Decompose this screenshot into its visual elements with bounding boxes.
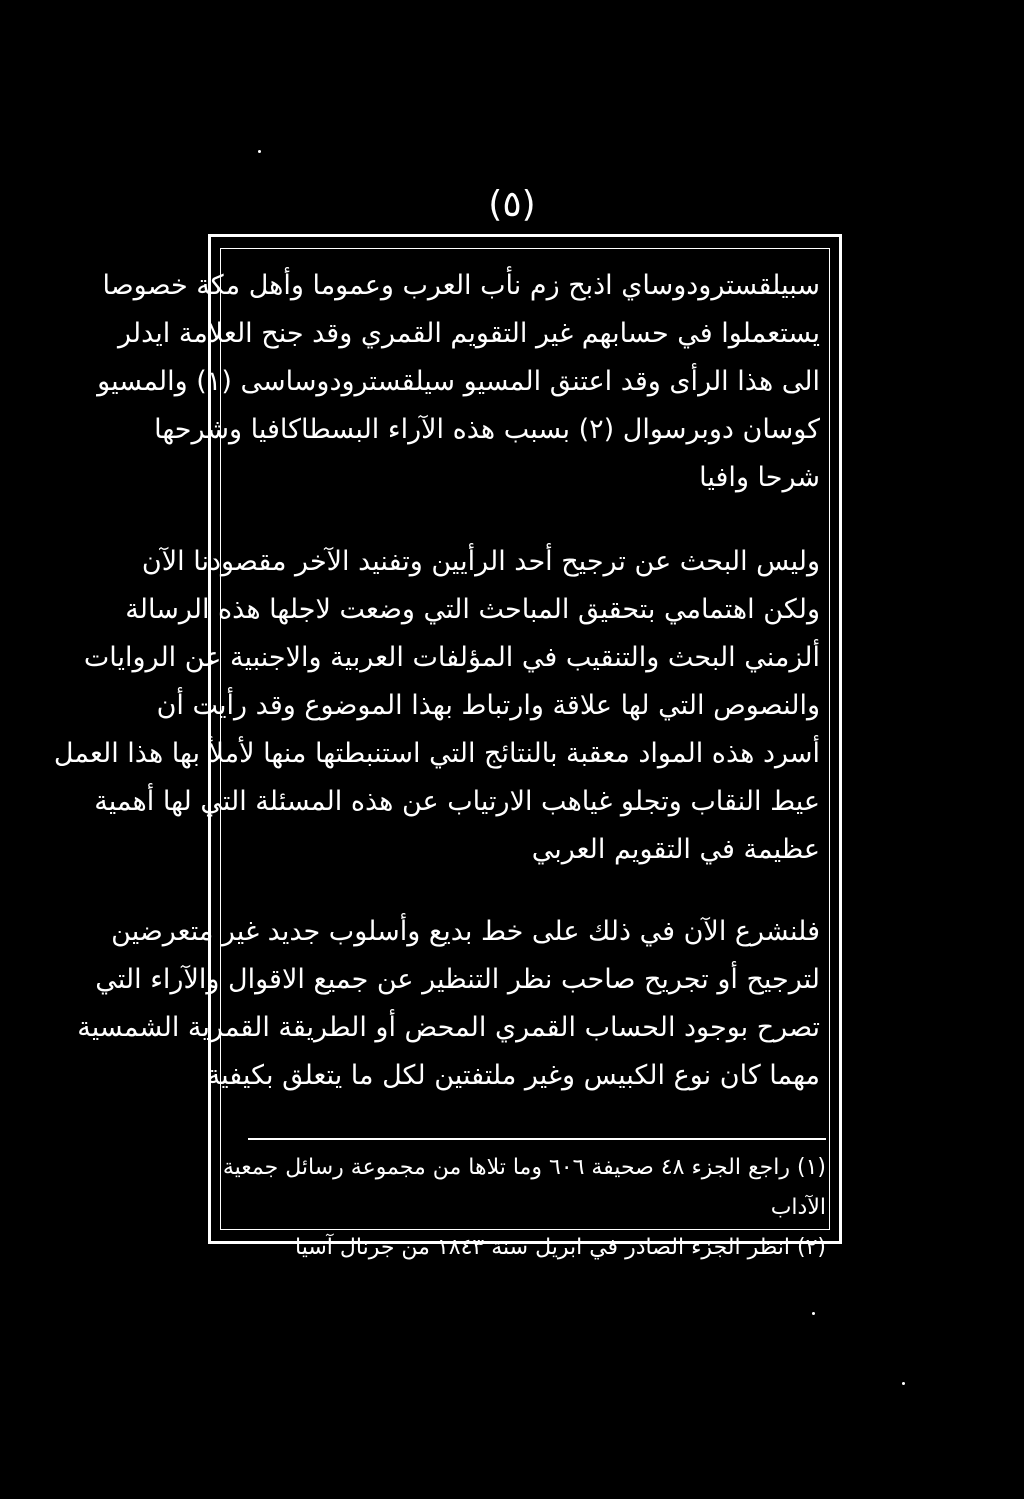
text-line: عيط النقاب وتجلو غياهب الارتياب عن هذه المسئلة التي لها أهمية: [94, 786, 820, 817]
footnote-2-line: (٢) انظر الجزء الصادر في ابريل سنة ١٨٤٣ من جرنال آسيا: [295, 1235, 826, 1260]
scan-speck: [902, 1382, 905, 1385]
footnote-divider: [248, 1138, 826, 1140]
paragraph-1: [97, 262, 820, 502]
footnote-1-line: (١) راجع الجزء ٤٨ صحيفة ٦٠٦ وما تلاها من مجموعة رسائل جمعية: [222, 1155, 826, 1180]
text-line: يستعملوا في حسابهم غير التقويم القمري وقد جنح العلامة ايدلر: [117, 318, 820, 349]
text-line: الى هذا الرأى وقد اعتنق المسيو سيلقسترودوساسى (١) والمسيو: [97, 366, 820, 397]
text-line: ألزمني البحث والتنقيب في المؤلفات العربية والاجنبية عن الروايات: [83, 642, 820, 673]
page-number: (٥): [488, 184, 536, 225]
text-line: سبيلقسترودوساي اذبح زم نأب العرب وعموما وأهل مكة خصوصا: [102, 270, 820, 301]
text-line: تصرح بوجود الحساب القمري المحض أو الطريقة القمرية الشمسية: [77, 1012, 820, 1043]
paragraph-3: [77, 908, 820, 1100]
scan-speck: [258, 150, 261, 153]
text-line: وليس البحث عن ترجيح أحد الرأيين وتفنيد الآخر مقصودنا الآن: [141, 546, 820, 577]
text-line: عظيمة في التقويم العربي: [531, 834, 820, 865]
text-line: شرحا وافيا: [699, 462, 820, 493]
footnote-1-line: الآداب: [770, 1195, 826, 1220]
text-line: والنصوص التي لها علاقة وارتباط بهذا الموضوع وقد رأيت أن: [156, 690, 820, 721]
text-line: فلنشرع الآن في ذلك على خط بديع وأسلوب جديد غير متعرضين: [111, 916, 820, 947]
footnotes: [222, 1148, 826, 1268]
text-line: أسرد هذه المواد معقبة بالنتائج التي استنبطتها منها لأملأ بها هذا العمل: [53, 738, 820, 769]
text-line: لترجيح أو تجريح صاحب نظر التنظير عن جميع الاقوال والآراء التي: [95, 964, 820, 995]
text-line: مهما كان نوع الكبيس وغير ملتفتين لكل ما يتعلق بكيفية: [206, 1060, 820, 1091]
text-line: كوسان دوبرسوال (٢) بسبب هذه الآراء البسطاكافيا وشرحها: [154, 414, 820, 445]
scan-speck: [812, 1312, 815, 1315]
text-line: ولكن اهتمامي بتحقيق المباحث التي وضعت لاجلها هذه الرسالة: [125, 594, 820, 625]
paragraph-2: [53, 538, 820, 874]
